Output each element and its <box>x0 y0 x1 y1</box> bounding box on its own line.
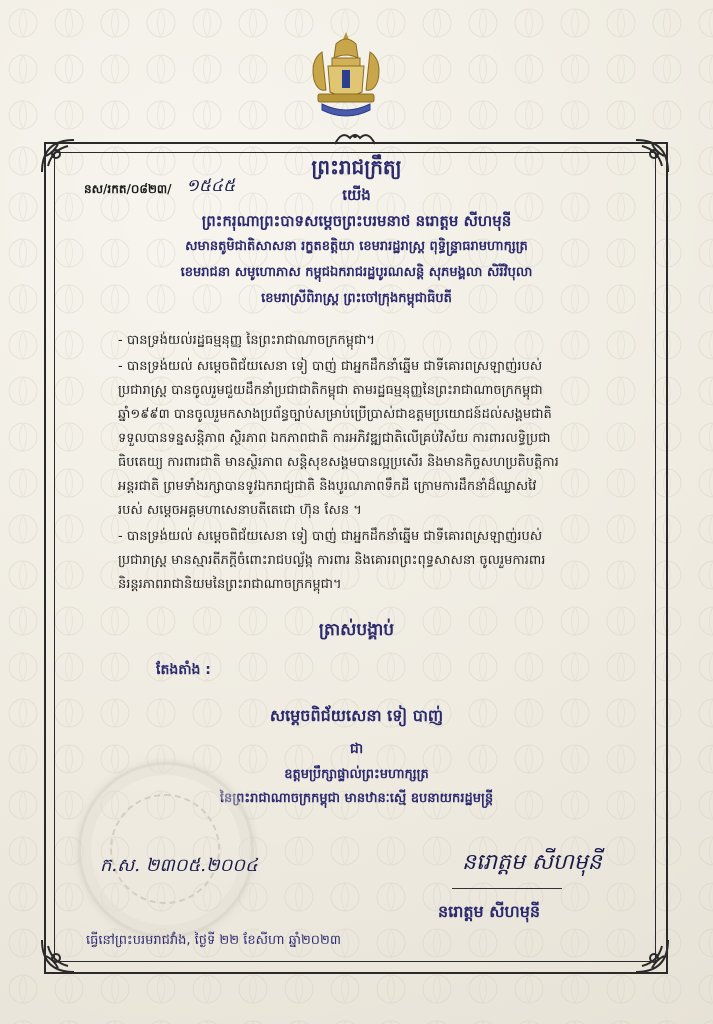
appointee-name: សម្តេចពិជ័យសេនា ទៀ បាញ់ <box>269 706 444 725</box>
king-title-line-3: ខេមរាជនា សមូហោភាស កម្ពុជឯករាជរដ្ឋបូរណសន្តិ សុភមង្គលា សិរីវិបុលា <box>180 265 533 280</box>
signature: នរោត្តម សីហមុនី <box>462 850 602 875</box>
clause-line: - បានទ្រង់យល់រដ្ឋធម្មនុញ្ញ នៃព្រះរាជាណាចក្រកម្ពុជា។ <box>118 333 375 348</box>
doc-number: ១៥៤៥ <box>186 176 235 196</box>
clause-line: ធិបតេយ្យ ការពារជាតិ មានស្ថិរភាព សន្តិសុខសង្គមបានល្អប្រសើរ និងមានកិច្ចសហប្រតិបត្តិការ <box>118 455 559 470</box>
seal-inner-ring <box>110 794 220 904</box>
clause-line: ទទួលបានទន្នសន្តិភាព ស្ថិរភាព ឯកភាពជាតិ ការអភិវឌ្ឍជាតិលើគ្រប់វិស័យ ការពារលទ្ធិប្រជា <box>118 431 551 446</box>
corner-ornament-icon <box>38 936 78 976</box>
king-title-line-4: ខេមរាស្រីពិរាស្ត្រ ព្រះចៅក្រុងកម្ពុជាធិបតី <box>261 291 452 306</box>
royal-emblem-icon <box>306 30 386 125</box>
king-title-line-2: សមានតូមិជាតិសាសនា រក្ខតខត្តិយា ខេមរារដ្ឋរាស្ត្រ ពុទ្ធិន្ទ្រាធរាមហាក្សត្រ <box>185 239 528 254</box>
clause-line: - បានទ្រង់យល់ សម្តេចពិជ័យសេនា ទៀ បាញ់ ជាអ្នកដឹកនាំឆ្នើម ជាទីគោរពស្រឡាញ់របស់ <box>118 529 543 544</box>
king-name: នរោត្តម សីហមុនី <box>438 902 541 921</box>
clause-line: អន្តរជាតិ ព្រមទាំងរក្សាបានទូវឯករាជ្យជាតិ និងបូរណភាពទឹកដី ក្រោមការដឹកនាំដ៏ឈ្លាសវៃ <box>118 479 537 494</box>
clause-line: ប្រជារាស្ត្រ បានចូលរួមជួយដឹកនាំប្រជាជាតិកម្ពុជា តាមរដ្ឋធម្មនុញ្ញនៃព្រះរាជាណាចក្រកម្ពុជា <box>118 383 543 398</box>
decree-heading: ត្រាស់បង្គាប់ <box>318 620 395 640</box>
clause-line: ឆ្នាំ១៩៩៣ បានចូលរួមកសាងប្រព័ន្ធច្បាប់សម្រាប់ប្រើប្រាស់ជាឧត្តមប្រយោជន៍ដល់សង្គមជាតិ <box>118 407 552 422</box>
as-label: ជា <box>349 741 364 757</box>
position-line-1: ឧត្តមប្រឹក្សាផ្ទាល់ព្រះមហាក្សត្រ <box>284 767 429 782</box>
clause-line: និរន្តរភាពរាជានិយមនៃព្រះរាជាណាចក្រកម្ពុជា។ <box>118 577 342 592</box>
clause-line: - បានទ្រង់យល់ សម្តេចពិជ័យសេនា ទៀ បាញ់ ជាអ្នកដឹកនាំឆ្នើម ជាទីគោរពស្រឡាញ់របស់ <box>118 359 543 374</box>
signature-line <box>452 888 562 889</box>
we-heading: យើង <box>342 186 371 204</box>
position-line-2: នៃព្រះរាជាណាចក្រកម្ពុជា មានឋានៈស្មើ ឧបនាយករដ្ឋមន្ត្រី <box>219 791 494 806</box>
appoint-label: តែងតាំង : <box>156 662 211 678</box>
corner-ornament-icon <box>632 936 672 976</box>
doc-number-prefix: នស/រកត/០៨២៣/ <box>84 182 172 196</box>
issued-place-date: ធ្វើនៅព្រះបរមរាជវាំង, ថ្ងៃទី ២២ ខែសីហា ឆ្នាំ២០២៣ <box>86 933 341 948</box>
clause-line: របស់ សម្តេចអគ្គមហាសេនាបតីតេជោ ហ៊ុន សែន ។ <box>118 503 362 518</box>
clause-line: ប្រជារាស្ត្រ មានស្មារតីភក្តីចំពោះរាជបល្ល័ង្ក ការពារ និងគោរពព្រះពុទ្ធសាសនា ចូលរួមការពារ <box>118 553 546 568</box>
page-title: ព្រះរាជក្រឹត្យ <box>311 155 402 179</box>
handwritten-date: ក.ស. ២៣០៥.២០០៤ <box>100 855 258 876</box>
king-title-line-1: ព្រះករុណាព្រះបាទសម្តេចព្រះបរមនាថ នរោត្តម សីហមុនី <box>201 212 512 230</box>
